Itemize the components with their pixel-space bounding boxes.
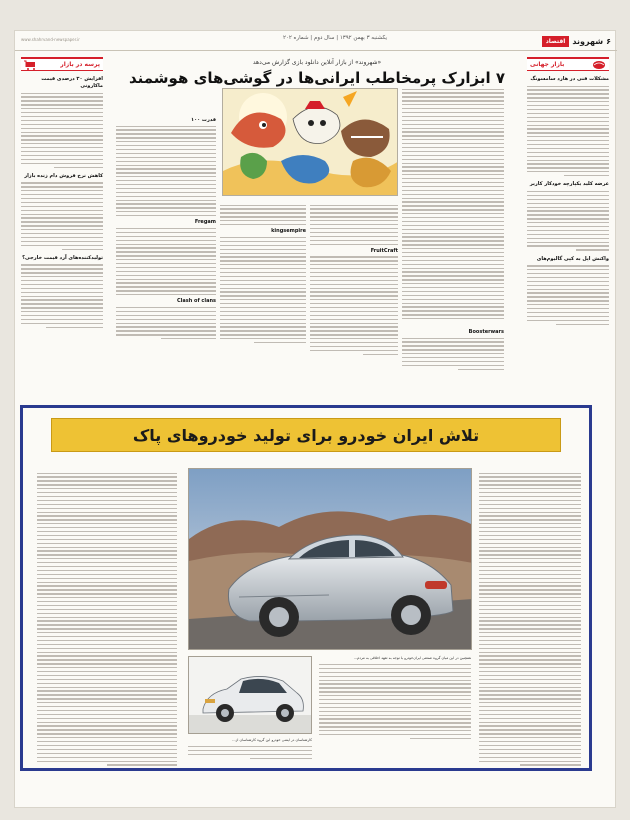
section-brand: اقتصاد — [542, 36, 570, 47]
shopping-cart-icon — [24, 60, 38, 70]
subhead-fregam: Fregam — [194, 219, 216, 226]
right-sidebar — [527, 57, 609, 325]
caption-main-block — [319, 656, 471, 739]
subhead-kingsempire-label: kingsempire — [271, 228, 306, 235]
right-headline-2: عرضه کلید یکپارچه خودکار کاربر — [529, 181, 609, 188]
article-col-center-right — [310, 202, 398, 355]
right-headline-3: واکنش اپل به کپی گالیوم‌های — [536, 255, 609, 262]
feature-col-left — [37, 470, 177, 766]
subhead-boosterwars: Boosterwars — [468, 329, 504, 335]
right-body-2 — [527, 191, 609, 251]
feature-title: تلاش ایران خودرو برای تولید خودروهای پاک — [132, 425, 480, 445]
page-header — [15, 31, 617, 51]
header-tagline: www.shahrvand-newspaper.ir — [21, 37, 80, 42]
feature-col-right — [479, 470, 581, 766]
left-headline-1: افزایش ۳۰ درصدی قیمت ماکارونی — [41, 76, 103, 89]
left-body-3 — [21, 264, 103, 328]
left-headline-2: کاهش نرخ فروش دام زنده بازار — [24, 172, 103, 179]
article-col-right — [402, 86, 504, 319]
right-body-1 — [527, 86, 609, 177]
paper-logo — [542, 34, 611, 48]
paper-name: شهروند — [572, 36, 604, 46]
caption-main: همچنین در این میان گروه صنعتی ایران‌خودرو با توجه به تعهد اخلاقی به مردم... — [353, 656, 471, 660]
left-section-label: پرسه در بازار — [60, 61, 100, 68]
left-headline-3: تولیدکننده‌های آرد قیمت خارجی؟ — [22, 254, 103, 261]
left-body-1 — [21, 93, 103, 168]
left-section-header — [21, 57, 103, 71]
article-col-center-left — [220, 202, 306, 343]
right-section-label: بازار جهانی — [530, 61, 565, 68]
right-body-3 — [527, 265, 609, 325]
subhead-fruitcraft-label: FruitCraft — [370, 247, 398, 254]
article-headline: ۷ ابزارک پرمخاطب ایرانی‌ها در گوشی‌های هوشمند — [128, 69, 506, 87]
globe-icon — [592, 60, 606, 70]
article-kicker: «شهروند» از بازار آنلاین دانلود بازی گزارش می‌دهد — [252, 59, 382, 66]
left-body-2 — [21, 182, 103, 249]
feature-box — [20, 405, 592, 771]
right-section-header — [527, 57, 609, 71]
article-illustration — [222, 88, 398, 196]
left-sidebar — [21, 57, 103, 328]
caption-small-block — [188, 738, 312, 759]
page-number: ۶ — [606, 36, 611, 46]
article-col-left-power — [116, 114, 216, 339]
car-photo-small — [188, 656, 312, 734]
car-photo-main — [188, 468, 472, 650]
caption-small: کارشناسان در ایمنی خودرو این گروه کارشناسان از... — [232, 738, 312, 742]
feature-title-banner — [51, 418, 561, 452]
subhead-clashofclans: Clash of clans — [177, 298, 216, 305]
right-headline-1: مشکلات فنی در هارد سامسونگ — [530, 76, 609, 82]
main-article-body — [110, 56, 522, 396]
subhead-power100: قدرت ۱۰۰ — [191, 117, 216, 123]
article-col-right-lower — [402, 326, 504, 370]
issue-line: یکشنبه ۳ بهمن ۱۳۹۲ | سال دوم | شماره ۲۰۲ — [282, 35, 388, 41]
